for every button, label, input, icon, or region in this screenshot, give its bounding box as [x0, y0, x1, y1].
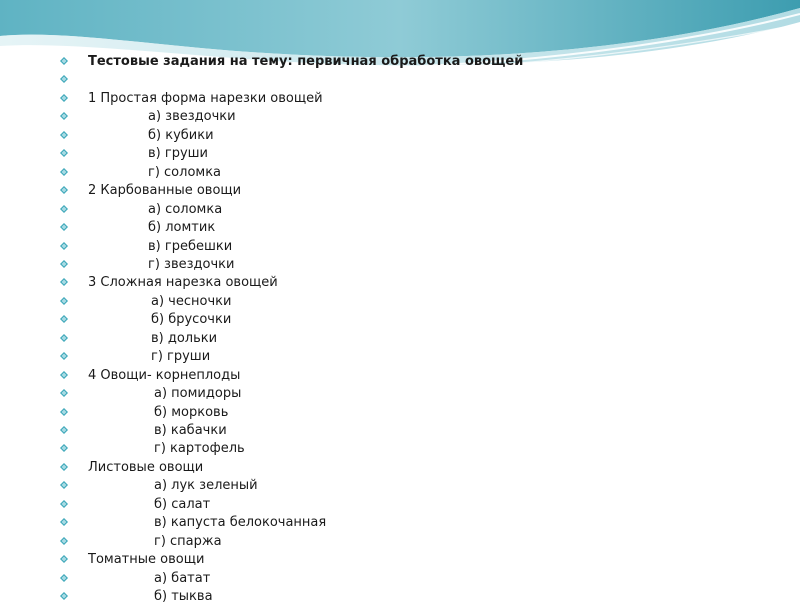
list-item: [0, 238, 800, 256]
diamond-bullet-icon: [60, 112, 68, 120]
list-item: [0, 422, 800, 440]
diamond-bullet-icon: [60, 555, 68, 563]
diamond-bullet-icon: [60, 260, 68, 268]
diamond-bullet-icon: [60, 408, 68, 416]
diamond-bullet-icon: [60, 389, 68, 397]
list-item: [0, 182, 800, 200]
list-item: [0, 330, 800, 348]
list-item: [0, 219, 800, 237]
list-item: [0, 274, 800, 292]
list-item: [0, 256, 800, 274]
answer-option-2-4: г) звездочки: [148, 256, 235, 272]
diamond-bullet-icon: [60, 371, 68, 379]
list-item: [0, 570, 800, 588]
diamond-bullet-icon: [60, 297, 68, 305]
answer-option-6-1: а) батат: [154, 570, 211, 586]
answer-option-5-3: в) капуста белокочанная: [154, 515, 327, 531]
diamond-bullet-icon: [60, 444, 68, 452]
diamond-bullet-icon: [60, 149, 68, 157]
list-item: [0, 367, 800, 385]
list-item: [0, 201, 800, 219]
list-item: [0, 145, 800, 163]
answer-option-1-1: а) звездочки: [148, 109, 236, 125]
list-item: [0, 588, 800, 606]
answer-option-5-1: а) лук зеленый: [154, 478, 258, 494]
question-heading-3: 3 Сложная нарезка овощей: [88, 275, 278, 291]
diamond-bullet-icon: [60, 75, 68, 83]
answer-option-3-1: а) чесночки: [151, 293, 232, 309]
answer-option-4-4: г) картофель: [154, 441, 245, 457]
diamond-bullet-icon: [60, 205, 68, 213]
diamond-bullet-icon: [60, 574, 68, 582]
question-heading-5: Листовые овощи: [88, 459, 204, 475]
list-item: [0, 533, 800, 551]
list-item: [0, 551, 800, 569]
list-item: [0, 477, 800, 495]
diamond-bullet-icon: [60, 242, 68, 250]
list-item: [0, 440, 800, 458]
list-item: [0, 496, 800, 514]
answer-option-4-1: а) помидоры: [154, 386, 242, 402]
list-item: [0, 127, 800, 145]
diamond-bullet-icon: [60, 278, 68, 286]
answer-option-1-3: в) груши: [148, 146, 208, 162]
diamond-bullet-icon: [60, 315, 68, 323]
list-item: [0, 385, 800, 403]
answer-option-2-3: в) гребешки: [148, 238, 233, 254]
list-item: [0, 459, 800, 477]
list-item: [0, 108, 800, 126]
list-item: [0, 90, 800, 108]
list-item: [0, 164, 800, 182]
document-title: Тестовые задания на тему: первичная обработка овощей: [88, 54, 524, 69]
answer-option-1-2: б) кубики: [148, 127, 214, 143]
answer-option-2-1: а) соломка: [148, 201, 223, 217]
question-heading-6: Томатные овощи: [88, 552, 205, 568]
answer-option-3-3: в) дольки: [151, 330, 218, 346]
list-item: [0, 348, 800, 366]
diamond-bullet-icon: [60, 334, 68, 342]
diamond-bullet-icon: [60, 592, 68, 600]
answer-option-6-2: б) тыква: [154, 589, 213, 605]
answer-option-1-4: г) соломка: [148, 164, 222, 180]
diamond-bullet-icon: [60, 352, 68, 360]
diamond-bullet-icon: [60, 57, 68, 65]
list-item: [0, 71, 800, 89]
list-item: [0, 404, 800, 422]
answer-option-2-2: б) ломтик: [148, 220, 216, 236]
answer-option-4-3: в) кабачки: [154, 423, 227, 438]
diamond-bullet-icon: [60, 500, 68, 508]
diamond-bullet-icon: [60, 168, 68, 176]
diamond-bullet-icon: [60, 131, 68, 139]
question-heading-4: 4 Овощи- корнеплоды: [88, 367, 241, 383]
diamond-bullet-icon: [60, 463, 68, 471]
question-heading-2: 2 Карбованные овощи: [88, 183, 242, 199]
list-item: [0, 293, 800, 311]
answer-option-5-4: г) спаржа: [154, 533, 222, 549]
answer-option-4-2: б) морковь: [154, 404, 229, 420]
answer-option-3-2: б) брусочки: [151, 312, 232, 328]
diamond-bullet-icon: [60, 186, 68, 194]
diamond-bullet-icon: [60, 223, 68, 231]
question-heading-1: 1 Простая форма нарезки овощей: [88, 90, 323, 106]
answer-option-5-2: б) салат: [154, 496, 211, 512]
list-item: [0, 514, 800, 532]
list-item: [0, 53, 800, 71]
diamond-bullet-icon: [60, 537, 68, 545]
list-item: [0, 311, 800, 329]
diamond-bullet-icon: [60, 94, 68, 102]
answer-option-3-4: г) груши: [151, 349, 211, 365]
diamond-bullet-icon: [60, 481, 68, 489]
diamond-bullet-icon: [60, 426, 68, 434]
diamond-bullet-icon: [60, 518, 68, 526]
